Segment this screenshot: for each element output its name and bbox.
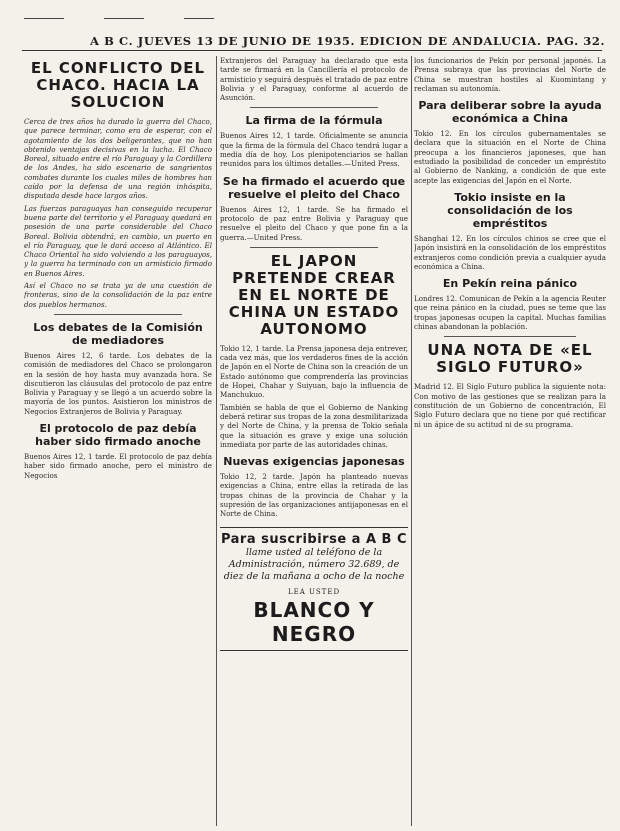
headline-exigencias: Nuevas exigencias japonesas	[223, 455, 405, 469]
divider	[444, 336, 576, 337]
article-paragraph: Buenos Aires 12, 1 tarde. Se ha firmado el protocolo de paz entre Bolivia y Paraguay que resuelve el pleito del Chaco y que pone fin a la guerra.—United Press.	[220, 204, 408, 242]
article-paragraph: Así el Chaco no se trata ya de una cuestión de fronteras, sino de la consolidación de la paz entre dos pueblos hermanos.	[24, 281, 212, 309]
ad-magazine-name: BLANCO Y NEGRO	[253, 597, 375, 646]
article-paragraph: Buenos Aires 12, 1 tarde. El protocolo de paz debía haber sido firmado anoche, pero el ministro de Negocios	[24, 452, 212, 480]
article-paragraph: También se habla de que el Gobierno de Nanking deberá retirar sus tropas de la zona desmilitarizada y del Norte de China, y la prensa de Tokio señala que la situación es grave y exige una solución inmediata por parte de las autoridades chinas.	[220, 402, 408, 449]
headline-pekin: En Pekín reina pánico	[442, 277, 578, 291]
divider	[250, 247, 378, 248]
column-separator	[216, 56, 217, 826]
headline-japon: EL JAPON PRETENDE CREAR EN EL NORTE DE CHINA UN ESTADO AUTONOMO	[228, 251, 400, 338]
ad-text: llame usted al teléfono de la Administración, número 32.689, de diez de la mañana a ocho de la noche	[223, 546, 405, 582]
article-paragraph: Shanghai 12. En los círculos chinos se cree que el Japón insistirá en la consolidación de los empréstitos extranjeros como condición previa a cualquier ayuda económica a China.	[414, 233, 606, 271]
article-paragraph: Madrid 12. El Siglo Futuro publica la siguiente nota: Con motivo de las gestiones que se realizan para la constitución de un Gobierno de concentración, El Siglo Futuro declara que no tiene por qué rectificar ni un ápice de su actitud ni de su programa.	[414, 382, 606, 429]
article-paragraph: Las fuerzas paraguayas han conseguido recuperar buena parte del territorio y el Paraguay quedará en posesión de una parte considerable del Chaco Boreal. Bolivia obtendrá, en cambio, un puerto en el río Paraguay, que le dará acceso al Atlántico. El Chaco Oriental ha sido volviendo a los paraguayos, y la guerra ha terminado con un armisticio firmado en Buenos Aires.	[24, 203, 212, 278]
headline-debates: Los debates de la Comisión de mediadores	[33, 320, 203, 347]
article-paragraph: Londres 12. Comunican de Pekín a la agencia Reuter que reina pánico en la ciudad, pues se teme que las tropas japonesas ocupen la capital. Muchas familias chinas abandonan la población.	[414, 294, 606, 332]
column-2	[220, 56, 408, 826]
headline-protocolo: El protocolo de paz debía haber sido firmado anoche	[35, 422, 201, 449]
ad-small: LEA USTED	[287, 587, 341, 596]
headline-acuerdo: Se ha firmado el acuerdo que resuelve el pleito del Chaco	[222, 174, 406, 201]
article-paragraph: Buenos Aires 12, 1 tarde. Oficialmente se anuncia que la firma de la fórmula del Chaco tendrá lugar a media día de hoy. Los plenipotenciarios se hallan reunidos para los últimos detalles.—United Press.	[220, 131, 408, 169]
headline-siglo-futuro: UNA NOTA DE «EL SIGLO FUTURO»	[427, 341, 593, 377]
article-paragraph: Buenos Aires 12, 6 tarde. Los debates de la comisión de mediadores del Chaco se prolongaron en la sesión de hoy hasta muy avanzada hora. Se discutieron las cláusulas del protocolo de paz entre Bolivia y Paraguay y se llegó a un acuerdo sobre la mayoría de los puntos. Asistieron los ministros de Negocios Extranjeros de Bolivia y Paraguay.	[24, 350, 212, 416]
article-paragraph: los funcionarios de Pekín por personal japonés. La Prensa subraya que las provincias del Norte de China se muestran hostiles al Kuomintang y reclaman su autonomía.	[414, 56, 606, 93]
column-separator	[411, 56, 412, 826]
subscription-ad	[220, 527, 408, 651]
divider	[250, 107, 378, 108]
page-header: A B C. JUEVES 13 DE JUNIO DE 1935. EDICION DE ANDALUCIA. PAG. 32.	[90, 34, 606, 48]
headline-emprestitos: Tokio insiste en la consolidación de los empréstitos	[447, 190, 573, 230]
article-paragraph: Tokio 12. En los círculos gubernamentales se declara que la situación en el Norte de China preocupa a los financieros japoneses, que han estudiado la posibilidad de conceder un empréstito al Gobierno de Nanking, a condición de que este acepte las exigencias del Japón en el Norte.	[414, 129, 606, 185]
ad-title: Para suscribirse a A B C	[220, 531, 408, 547]
article-paragraph: Extranjeros del Paraguay ha declarado que esta tarde se firmará en la Cancillería el protocolo de armisticio y seguirá después el tratado de paz entre Bolivia y el Paraguay, conforme al acuerdo de Asunción.	[220, 56, 408, 103]
headline-chaco: EL CONFLICTO DEL CHACO. HACIA LA SOLUCION	[30, 59, 206, 111]
headline-ayuda: Para deliberar sobre la ayuda económica a China	[418, 99, 602, 126]
article-paragraph: Tokio 12, 2 tarde. Japón ha planteado nuevas exigencias a China, entre ellas la retirada de las tropas chinas de la provincia de Chahar y la supresión de las organizaciones antijaponesas en el Norte de China.	[220, 472, 408, 519]
column-1	[24, 56, 212, 826]
column-3	[414, 56, 606, 826]
headline-formula: La firma de la fórmula	[245, 114, 383, 128]
header-rule	[22, 50, 602, 51]
top-rule	[24, 4, 596, 6]
article-paragraph: Cerca de tres años ha durado la guerra del Chaco, que parece terminar, como era de esperar, con el agotamiento de los dos beligerantes, que no han obtenido ventajas decisivas en la lucha. El Chaco Boreal, situado entre el río Paraguay y la Cordillera de los Andes, ha sido escenario de sangrientos combates durante los cuales miles de hombres han caído por la defensa de una región inhóspita, disputada desde hace largos años.	[24, 117, 212, 201]
article-paragraph: Tokio 12, 1 tarde. La Prensa japonesa deja entrever, cada vez más, que los verdaderos fines de la acción de Japón en el Norte de China son la creación de un Estado autónomo que comprendería las provincias de Hopei, Chahar y Suiyuan, bajo la influencia de Manchukuo.	[220, 343, 408, 400]
divider	[54, 314, 182, 315]
